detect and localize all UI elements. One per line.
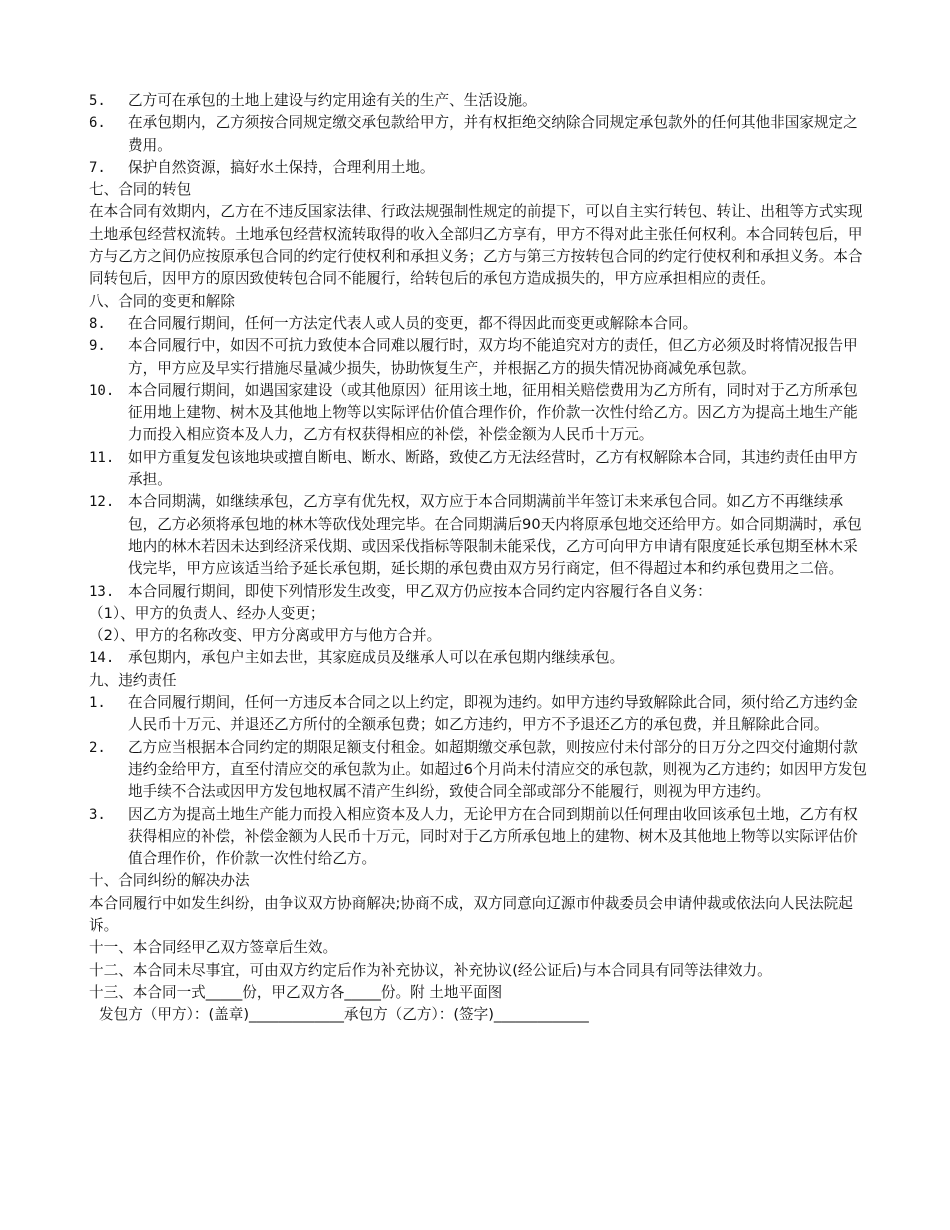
numbered-clause (89, 647, 869, 669)
numbered-clause (89, 737, 869, 804)
clause-number: 5. (89, 93, 106, 109)
numbered-clause (89, 90, 869, 112)
numbered-clause (89, 804, 869, 871)
numbered-clause (89, 581, 869, 603)
paragraph: （2）、甲方的名称改变、甲方分离或甲方与他方合并。 (89, 627, 442, 645)
contract-document (89, 90, 869, 1026)
clause-number: 9. (89, 338, 106, 355)
clause-text: 在合同履行期间，任何一方法定代表人或人员的变更，都不得因此而变更或解除本合同。 (128, 314, 698, 332)
clause-number: 2. (89, 739, 106, 756)
clause-number: 8. (89, 315, 106, 332)
section-heading: 十、合同纠纷的解决办法 (89, 872, 250, 890)
paragraph: 十二、本合同未尽事宜，可由双方约定后作为补充协议，补充协议(经公证后)与本合同具有同等法律效力。 (89, 961, 772, 979)
clause-text: 乙方可在承包的土地上建设与约定用途有关的生产、生活设施。 (128, 92, 537, 109)
numbered-clause (89, 447, 869, 492)
clause-text: 本合同期满，如继续承包，乙方享有优先权，双方应于本合同期满前半年签订未来承包合同。如乙方不再继续承包，乙方必须将承包地的林木等砍伐处理完毕。在合同期满后90天内将原承包地交还给甲方。如合同期满时，承包地内的林木若因未达到经济采伐期、或因采伐指标等限制未能采伐，乙方可向甲方申请有限度延长承包期至林木采伐完毕，甲方应该适当给予延长承包期，延长期的承包费由双方另行商定，但不得超过本和约承包费用之二倍。 (128, 493, 862, 578)
clause-number: 14. (89, 650, 115, 667)
clause-number: 3. (89, 806, 106, 823)
numbered-clause (89, 380, 869, 447)
clause-number: 12. (89, 494, 115, 511)
clause-number: 7. (89, 159, 106, 176)
numbered-clause (89, 692, 869, 737)
clause-number: 13. (89, 583, 115, 600)
clause-text: 在承包期内，乙方须按合同规定缴交承包款给甲方，并有权拒绝交纳除合同规定承包款外的任何其他非国家规定之费用。 (128, 114, 858, 154)
numbered-clause (89, 313, 869, 335)
paragraph: （1）、甲方的负责人、经办人变更； (89, 604, 325, 622)
section-heading: 七、合同的转包 (89, 181, 192, 199)
clause-text: 本合同履行期间，即使下列情形发生改变，甲乙双方仍应按本合同约定内容履行各自义务： (128, 582, 712, 600)
clause-text: 在合同履行期间，任何一方违反本合同之以上约定，即视为违约。如甲方违约导致解除此合同，须付给乙方违约金人民币十万元、并退还乙方所付的全额承包费；如乙方违约，甲方不予退还乙方的承包费，并且解除此合同。 (128, 694, 858, 734)
numbered-clause (89, 112, 869, 157)
clause-number: 1. (89, 695, 106, 712)
clause-number: 10. (89, 382, 115, 399)
paragraph: 本合同履行中如发生纠纷，由争议双方协商解决;协商不成，双方同意向辽源市仲裁委员会申请仲裁或依法向人民法院起诉。 (89, 894, 853, 934)
numbered-clause (89, 491, 869, 580)
paragraph: 在本合同有效期内，乙方在不违反国家法律、行政法规强制性规定的前提下，可以自主实行转包、转让、出租等方式实现土地承包经营权流转。土地承包经营权流转取得的收入全部归乙方享有，甲方不得对此主张任何权利。本合同转包后，甲方与乙方之间仍应按原承包合同的约定行使权利和承担义务；乙方与第三方按转包合同的约定行使权利和承担义务。本合同转包后，因甲方的原因致使转包合同不能履行，给转包后的承包方造成损失的，甲方应承担相应的责任。 (89, 203, 863, 288)
clause-text: 乙方应当根据本合同约定的期限足额支付租金。如超期缴交承包款，则按应付未付部分的日万分之四交付逾期付款违约金给甲方，直至付清应交的承包款为止。如超过6个月尚未付清应交的承包款，则视为乙方违约；如因甲方发包地手续不合法或因甲方发包地权属不清产生纠纷，致使合同全部或部分不能履行，则视为甲方违约。 (128, 738, 867, 801)
clause-text: 如甲方重复发包该地块或擅自断电、断水、断路，致使乙方无法经营时，乙方有权解除本合同，其违约责任由甲方承担。 (128, 448, 858, 489)
signature-line: 发包方（甲方）：(盖章)_____________承包方（乙方）：(签字)_____________ (99, 1006, 589, 1024)
clause-number: 6. (89, 115, 106, 132)
numbered-clause (89, 335, 869, 380)
paragraph: 十三、本合同一式_____份，甲乙双方各_____份。附 土地平面图 (89, 983, 503, 1001)
section-heading: 九、违约责任 (89, 671, 177, 689)
clause-text: 本合同履行期间，如遇国家建设（或其他原因）征用该土地，征用相关赔偿费用为乙方所有，同时对于乙方所承包征用地上建物、树木及其他地上物等以实际评估价值合理作价，作价款一次性付给乙方。因乙方为提高土地生产能力而投入相应资本及人力，乙方有权获得相应的补偿，补偿金额为人民币十万元。 (128, 381, 858, 444)
paragraph: 十一、本合同经甲乙双方签章后生效。 (89, 939, 338, 957)
clause-text: 因乙方为提高土地生产能力而投入相应资本及人力，无论甲方在合同到期前以任何理由收回该承包土地，乙方有权获得相应的补偿，补偿金额为人民币十万元，同时对于乙方所承包地上的建物、树木及其他地上物等以实际评估价值合理作价，作价款一次性付给乙方。 (128, 805, 858, 868)
numbered-clause (89, 157, 869, 179)
section-heading: 八、合同的变更和解除 (89, 292, 235, 310)
clause-text: 承包期内，承包户主如去世，其家庭成员及继承人可以在承包期内继续承包。 (128, 649, 625, 667)
contract-body (89, 90, 869, 1004)
clause-text: 保护自然资源，搞好水土保持，合理利用土地。 (128, 158, 435, 176)
clause-number: 11. (89, 449, 115, 466)
clause-text: 本合同履行中，如因不可抗力致使本合同难以履行时，双方均不能追究对方的责任，但乙方必须及时将情况报告甲方，甲方应及早实行措施尽量减少损失，协助恢复生产，并根据乙方的损失情况协商减免承包款。 (128, 337, 858, 377)
